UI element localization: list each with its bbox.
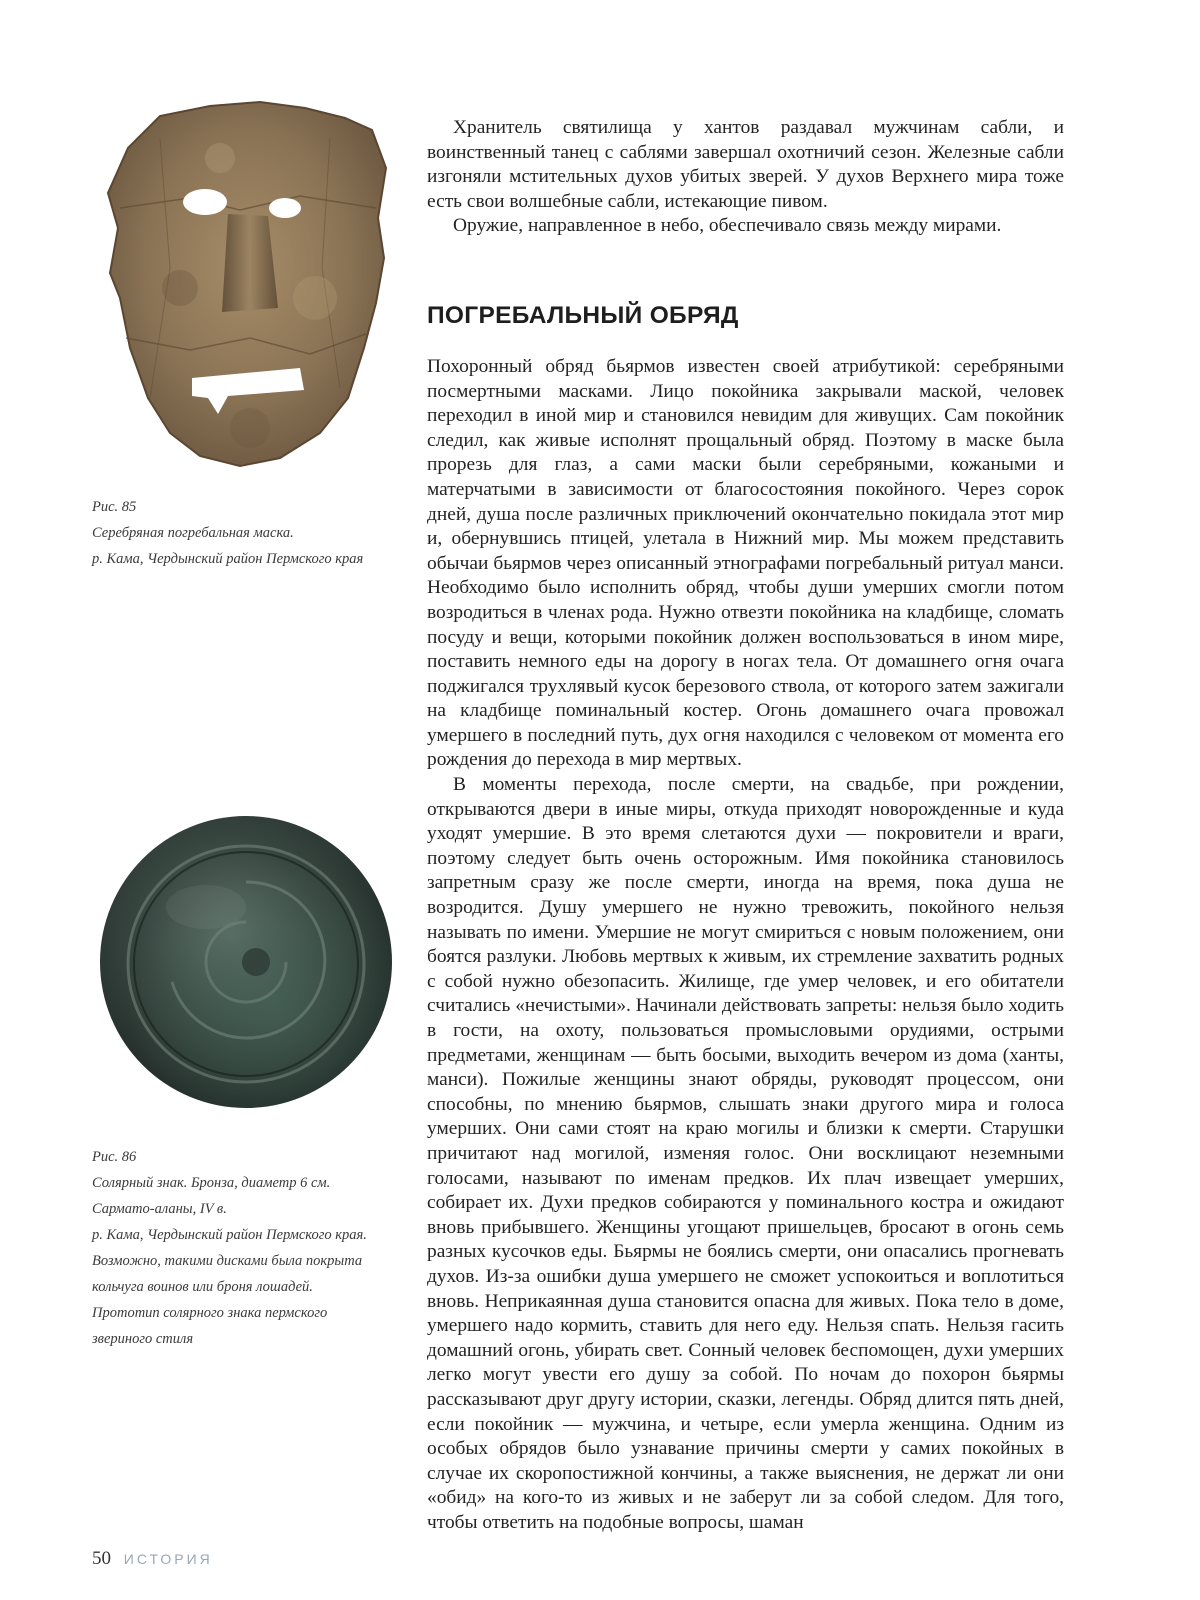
figure-86-caption-line: Прототип солярного знака пермского xyxy=(92,1305,328,1321)
figure-85-caption-line: Серебряная погребальная маска. xyxy=(92,525,294,541)
funeral-mask-image xyxy=(100,98,392,468)
page-footer xyxy=(92,1548,213,1570)
page-number: 50 xyxy=(92,1548,111,1569)
figure-86-caption xyxy=(92,1144,412,1352)
figure-85-number: Рис. 85 xyxy=(92,499,137,515)
section-heading: ПОГРЕБАЛЬНЫЙ ОБРЯД xyxy=(427,301,739,329)
mask-left-eye-hole xyxy=(183,189,227,215)
intro-paragraph: Хранитель святилища у хантов раздавал мужчинам сабли, и воинственный танец с саблями завершал охотничий сезон. Железные сабли изгоняли мстительных духов убитых зверей. У духов Верхнего мира тоже есть свои волшебные сабли, истекающие пивом. xyxy=(427,117,1064,212)
figure-85-caption-line: р. Кама, Чердынский район Пермского края xyxy=(92,551,364,567)
figure-85-caption xyxy=(92,494,412,572)
main-text-column xyxy=(427,116,1064,1535)
body-paragraph: Похоронный обряд бьярмов известен своей атрибутикой: серебряными посмертными масками. Лицо покойника закрывали маской, человек переходил в иной мир и становился невидим для живущих. Сам покойник следил, как живые исполнят прощальный обряд. Поэтому в маске была прорезь для глаз, а сами маски были серебряными, кожаными и матерчатыми в зависимости от благосостояния покойного. Через сорок дней, душа после различных приключений окончательно покидала этот мир и, обернувшись птицей, улетала в Нижний мир. Мы можем представить обычаи бьярмов через описанный этнографами погребальный ритуал манси. Необходимо было исполнить обряд, чтобы души умерших смогли потом возродиться в членах рода. Нужно отвезти покойника на кладбище, сломать посуду и вещи, которыми покойник должен воспользоваться в ином мире, поставить немного еды на дорогу в ногах тела. От домашнего огня очага поджигался трухлявый кусок березового ствола, от которого затем зажигали на кладбище поминальный костер. Огонь домашнего очага провожал умершего в последний путь, дух огня находился с человеком от момента его рождения до перехода в мир мертвых. xyxy=(427,355,1064,771)
intro-paragraph: Оружие, направленное в небо, обеспечивало связь между мирами. xyxy=(453,215,1002,237)
figure-86-caption-line: кольчуга воинов или броня лошадей. xyxy=(92,1279,313,1295)
solar-disc-image xyxy=(96,812,396,1112)
figure-86-caption-line: звериного стиля xyxy=(92,1331,194,1347)
figure-86-number: Рис. 86 xyxy=(92,1149,137,1165)
figure-86-caption-line: р. Кама, Чердынский район Пермского края. xyxy=(92,1227,367,1243)
mask-right-eye-hole xyxy=(269,198,301,218)
figure-86-caption-line: Сармато-аланы, IV в. xyxy=(92,1201,227,1217)
running-section-name: ИСТОРИЯ xyxy=(123,1551,213,1567)
figure-86-caption-line: Возможно, такими дисками была покрыта xyxy=(92,1253,363,1269)
body-paragraph: В моменты перехода, после смерти, на свадьбе, при рождении, открываются двери в иные миры, откуда приходят новорожденные и куда уходят умершие. В это время слетаются духи — покровители и враги, поэтому следует быть очень осторожным. Имя покойника становилось запретным сразу же после смерти, иногда на время, пока душа не возродится. Душу умершего не нужно тревожить, покойного нельзя называть по имени. Умершие не могут смириться с новым положением, они боятся разлуки. Любовь мертвых к живым, их стремление захватить родных с собой нужно обезопасить. Жилище, где умер человек, и его обитатели считались «нечистыми». Начинали действовать запреты: нельзя было ходить в гости, на охоту, пользоваться промысловыми орудиями, острыми предметами, женщинам — быть босыми, выходить вечером из дома (ханты, манси). Пожилые женщины знают обряды, руководят процессом, они способны, по мнению бьярмов, слышать знаки другого мира и голоса умерших. Они сами стоят на краю могилы и близки к смерти. Старушки причитают над могилой, изменяя голос. Они восклицают неземными голосами, называют по именам предков. Их плач извещает умерших, собирает их. Духи предков собираются у поминального костра и ожидают вновь прибывшего. Женщины угощают пришельцев, бросают в огонь семь разных кусочков еды. Бьярмы не боялись смерти, они опасались прогневать духов. Из-за ошибки душа умершего не сможет успокоиться и воплотиться вновь. Неприкаянная душа становится опасна для живых. Пока тело в доме, умершего надо кормить, ставить для него еду. Нельзя спать. Нельзя гасить домашний огонь, убирать свет. Сонный человек беспомощен, духи умерших легко могут увести его душу за собой. По ночам до похорон бьярмы рассказывают друг другу истории, сказки, легенды. Обряд длится пять дней, если покойник — мужчина, и четыре, если умерла женщина. Одним из особых обрядов было узнавание причины смерти у самих покойных в случае их скоропостижной кончины, а также выяснения, не держат ли они «обид» на кого-то из живых и не заберут ли за собой следом. Для того, чтобы ответить на подобные вопросы, шаман xyxy=(427,774,1064,1533)
figure-86-caption-line: Солярный знак. Бронза, диаметр 6 см. xyxy=(92,1175,331,1191)
